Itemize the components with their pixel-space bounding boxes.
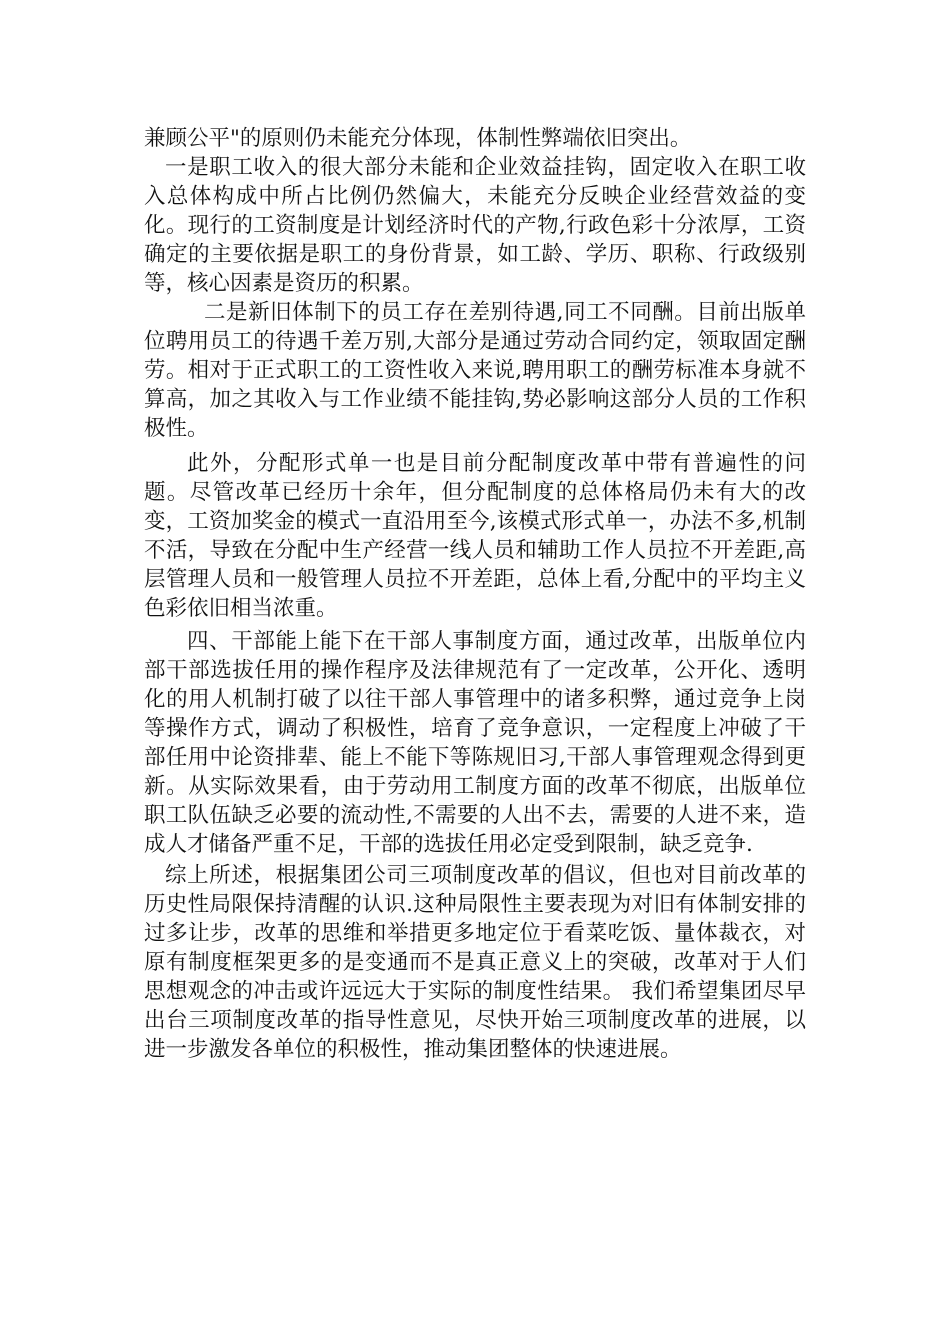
document-body <box>144 124 806 1064</box>
paragraph-income-structure: 一是职工收入的很大部分未能和企业效益挂钩，固定收入在职工收入总体构成中所占比例仍然偏大，未能充分反映企业经营效益的变化。现行的工资制度是计划经济时代的产物,行政色彩十分浓厚，工资确定的主要依据是职工的身份背景，如工龄、学历、职称、行政级别等，核心因素是资历的积累。 <box>144 155 806 296</box>
paragraph-unequal-pay: 二是新旧体制下的员工存在差别待遇,同工不同酬。目前出版单位聘用员工的待遇千差万别,大部分是通过劳动合同约定，领取固定酬劳。相对于正式职工的工资性收入来说,聘用职工的酬劳标准本身就不算高，加之其收入与工作业绩不能挂钩,势必影响这部分人员的工作积极性。 <box>144 300 806 441</box>
paragraph-continuation: 兼顾公平"的原则仍未能充分体现，体制性弊端依旧突出。 <box>144 126 692 151</box>
paragraph-distribution-form: 此外，分配形式单一也是目前分配制度改革中带有普遍性的问题。尽管改革已经历十余年，但分配制度的总体格局仍未有大的改变，工资加奖金的模式一直沿用至今,该模式形式单一，办法不多,机制不活，导致在分配中生产经营一线人员和辅助工作人员拉不开差距,高层管理人员和一般管理人员拉不开差距，总体上看,分配中的平均主义色彩依旧相当浓重。 <box>144 451 806 621</box>
paragraph-cadre-reform: 四、干部能上能下在干部人事制度方面，通过改革，出版单位内部干部选拔任用的操作程序及法律规范有了一定改革，公开化、透明化的用人机制打破了以往干部人事管理中的诸多积弊，通过竞争上岗等操作方式，调动了积极性，培育了竞争意识，一定程度上冲破了干部任用中论资排辈、能上不能下等陈规旧习,干部人事管理观念得到更新。从实际效果看，由于劳动用工制度方面的改革不彻底，出版单位职工队伍缺乏必要的流动性,不需要的人出不去，需要的人进不来，造成人才储备严重不足，干部的选拔任用必定受到限制，缺乏竞争. <box>144 629 806 857</box>
paragraph-conclusion: 综上所述，根据集团公司三项制度改革的倡议，但也对目前改革的历史性局限保持清醒的认识.这种局限性主要表现为对旧有体制安排的过多让步，改革的思维和举措更多地定位于看菜吃饭、量体裁衣，对原有制度框架更多的是变通而不是真正意义上的突破，改革对于人们思想观念的冲击或许远远大于实际的制度性结果。 我们希望集团尽早出台三项制度改革的指导性意见，尽快开始三项制度改革的进展，以进一步激发各单位的积极性，推动集团整体的快速进展。 <box>144 863 806 1062</box>
